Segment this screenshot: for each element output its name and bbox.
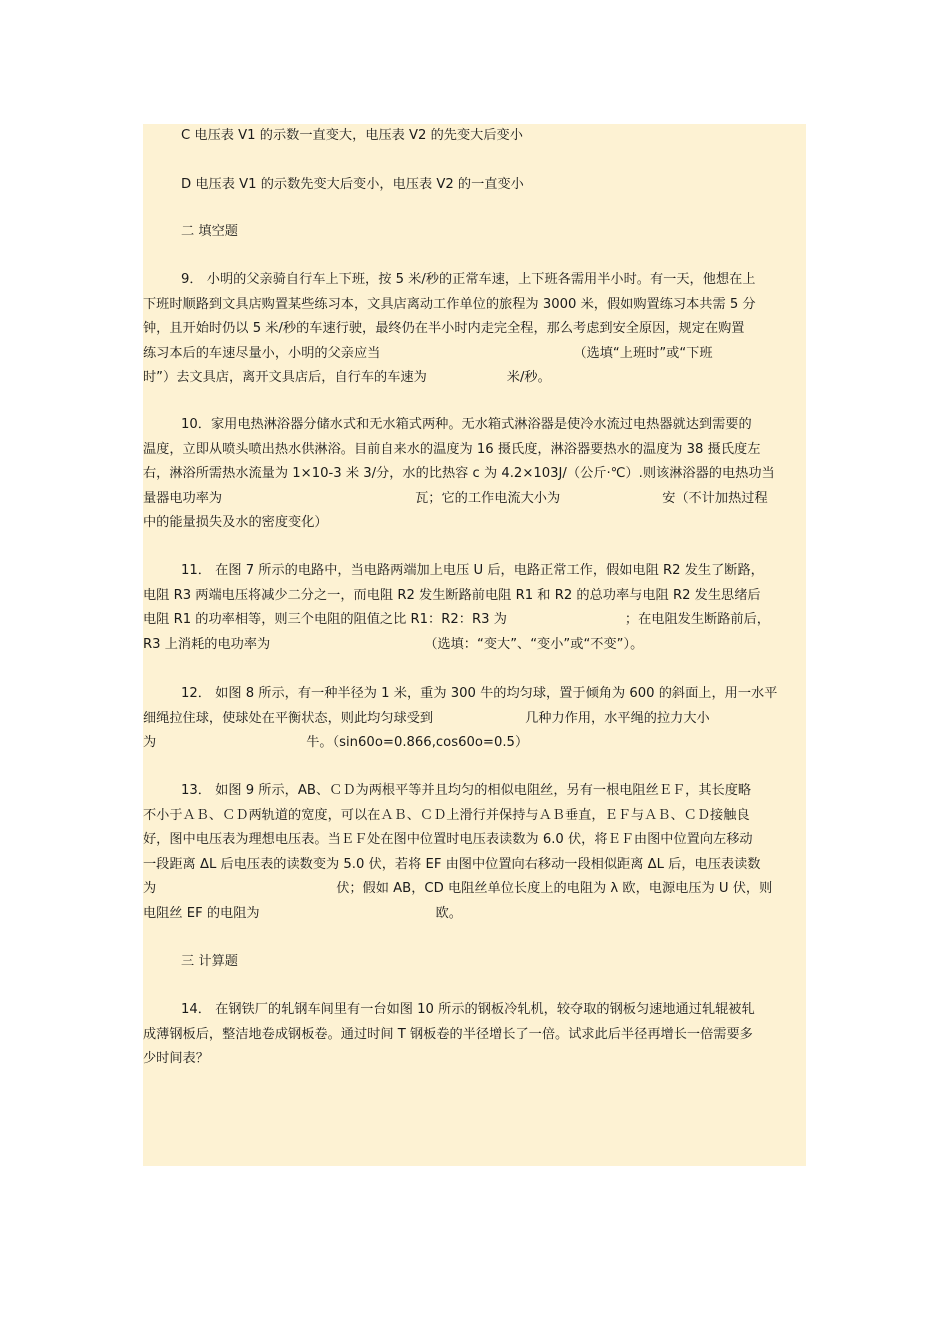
q13-line-4: 一段距离 ΔL 后电压表的读数变为 5.0 伏，若将 EF 由图中位置向右移动一段相似距离 ΔL 后，电压表读数	[143, 856, 761, 872]
q9-line-4-a: 练习本后的车速尽量小，小明的父亲应当	[143, 345, 381, 361]
q13-line-1: 13． 如图 9 所示，AB、ＣＤ为两根平等并且均匀的相似电阻丝，另有一根电阻丝ＥＦ，其长度略	[181, 783, 752, 798]
q12-line-2-a: 细绳拉住球，使球处在平衡状态，则此均匀球受到	[143, 710, 434, 726]
q13-line-6-b: 欧。	[435, 905, 462, 921]
q11-line-1: 11． 在图 7 所示的电路中，当电路两端加上电压 U 后，电路正常工作，假如电阻 R2 发生了断路，	[181, 563, 764, 578]
q13-line-5-b: 伏；假如 AB，CD 电阻丝单位长度上的电阻为 λ 欧，电源电压为 U 伏，则	[336, 881, 773, 896]
q10-line-4	[143, 487, 806, 512]
q11-line-4-a: R3 上消耗的电功率为	[143, 636, 271, 652]
q11-line-3-a: 电阻 R1 的功率相等，则三个电阻的阻值之比 R1：R2：R3 为	[143, 612, 507, 627]
section-calc-text: 三 计算题	[181, 954, 238, 969]
q12-line-1: 12． 如图 8 所示，有一种半径为 1 米，重为 300 牛的均匀球，置于倾角为 600 的斜面上，用一水平	[181, 686, 778, 701]
q13-line-5-a: 为	[143, 881, 157, 896]
q9-line-5	[143, 366, 806, 391]
section-calc-heading	[143, 950, 806, 975]
question-11	[143, 559, 806, 657]
section-fill-text: 二 填空题	[181, 224, 238, 239]
option-d-text: D 电压表 V1 的示数先变大后变小，电压表 V2 的一直变小	[181, 177, 524, 192]
question-9	[143, 268, 806, 391]
q12-line-3-b: 牛。（sin60o=0.866,cos60o=0.5）	[306, 735, 529, 750]
section-fill-heading	[143, 220, 806, 245]
option-d	[143, 173, 806, 198]
q10-line-4-a: 量器电功率为	[143, 490, 223, 506]
q14-line-2: 成薄钢板后，整洁地卷成钢板卷。通过时间 T 钢板卷的半径增长了一倍。试求此后半径再增长一倍需要多	[143, 1026, 753, 1042]
question-13	[143, 779, 806, 926]
q9-line-2: 下班时顺路到文具店购置某些练习本，文具店离动工作单位的旅程为 3000 米，假如购置练习本共需 5 分	[143, 296, 756, 312]
q12-line-3	[143, 731, 806, 756]
q11-line-4-b: （选填：“变大”、“变小”或“不变”）。	[424, 636, 644, 652]
q12-line-2	[143, 707, 806, 732]
q13-line-6	[143, 902, 806, 927]
q10-line-1: 10．家用电热淋浴器分储水式和无水箱式两种。无水箱式淋浴器是使冷水流过电热器就达到需要的	[181, 417, 752, 432]
q11-line-4	[143, 633, 806, 658]
q10-line-4-c: 安（不计加热过程	[662, 490, 768, 506]
q10-line-4-b: 瓦；它的工作电流大小为	[415, 490, 561, 506]
q11-line-2: 电阻 R3 两端电压将减少二分之一，而电阻 R2 发生断路前电阻 R1 和 R2 的总功率与电阻 R2 发生思绪后	[143, 587, 761, 603]
q13-line-6-a: 电阻丝 EF 的电阻为	[143, 905, 260, 921]
q9-line-5-b: 米/秒。	[506, 370, 551, 385]
q12-line-3-a: 为	[143, 735, 157, 750]
q13-line-2: 不小于ＡＢ、ＣＤ两轨道的宽度，可以在ＡＢ、ＣＤ上滑行并保持与ＡＢ垂直，ＥＦ与ＡＢ、ＣＤ接触良	[143, 807, 750, 823]
option-c-text: C 电压表 V1 的示数一直变大，电压表 V2 的先变大后变小	[181, 128, 523, 143]
q10-line-5: 中的能量损失及水的密度变化）	[143, 515, 328, 530]
q10-line-2: 温度，立即从喷头喷出热水供淋浴。目前自来水的温度为 16 摄氏度，淋浴器要热水的温度为 38 摄氏度左	[143, 441, 761, 457]
q14-line-1: 14． 在钢铁厂的轧钢车间里有一台如图 10 所示的钢板冷轧机，较夺取的钢板匀速地通过轧辊被轧	[181, 1002, 755, 1017]
q13-line-5	[143, 877, 806, 902]
q13-line-3: 好，图中电压表为理想电压表。当ＥＦ处在图中位置时电压表读数为 6.0 伏，将ＥＦ由图中位置向左移动	[143, 832, 753, 847]
q9-line-4	[143, 342, 806, 367]
q11-line-3	[143, 608, 806, 633]
question-12	[143, 682, 806, 756]
q11-line-3-b: ；在电阻发生断路前后，	[624, 612, 770, 627]
option-c	[143, 124, 806, 149]
q9-line-5-a: 时”）去文具店，离开文具店后，自行车的车速为	[143, 370, 427, 385]
q9-line-4-b: （选填“上班时”或“下班	[573, 345, 713, 361]
q14-line-3: 少时间表？	[143, 1051, 209, 1066]
q9-line-3: 钟，且开始时仍以 5 米/秒的车速行驶，最终仍在半小时内走完全程，那么考虑到安全原因，规定在购置	[143, 321, 745, 336]
q12-line-2-b: 几种力作用，水平绳的拉力大小	[525, 710, 710, 726]
q9-line-1: 9． 小明的父亲骑自行车上下班，按 5 米/秒的正常车速，上下班各需用半小时。有一天，他想在上	[181, 272, 756, 287]
q10-line-3: 右，淋浴所需热水流量为 1×10-3 米 3/分，水的比热容 c 为 4.2×103J/（公斤·℃）.则该淋浴器的电热功当	[143, 466, 775, 481]
question-14	[143, 998, 806, 1072]
document-page	[143, 124, 806, 1166]
question-10	[143, 413, 806, 536]
